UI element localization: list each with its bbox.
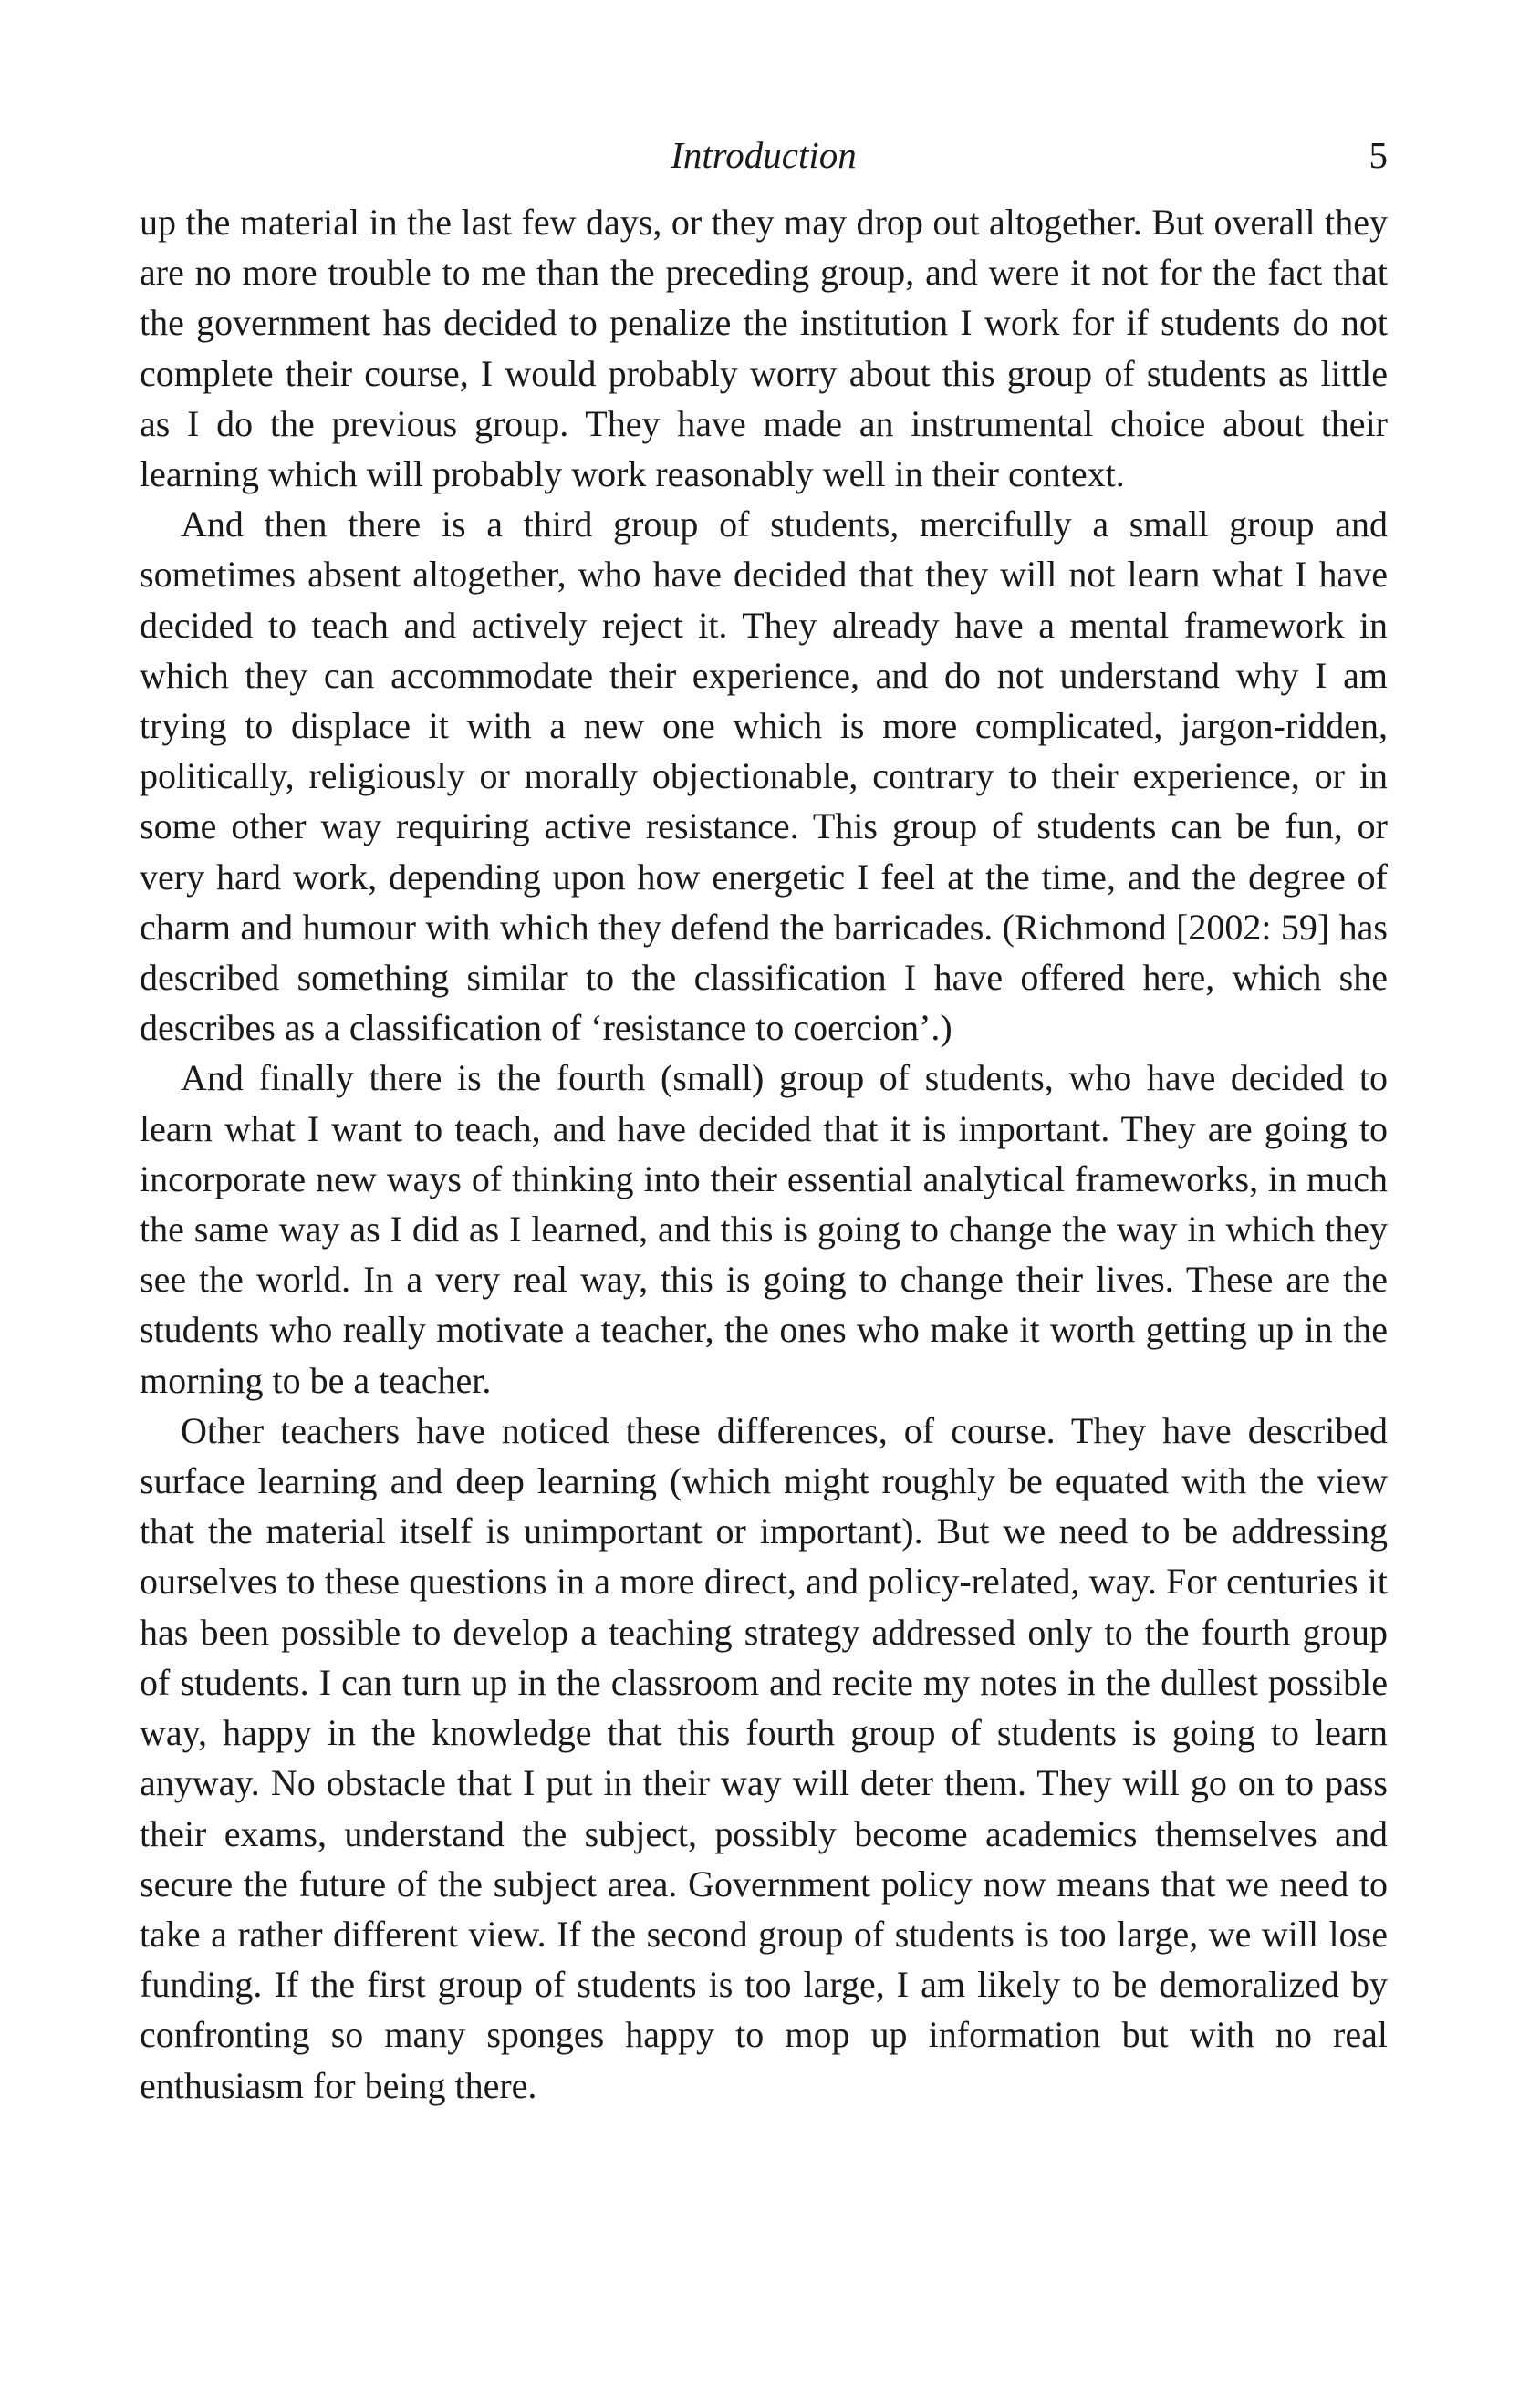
chapter-title: Introduction [671,134,857,176]
running-header [140,128,1388,182]
paragraph-third-group: And then there is a third group of students, mercifully a small group and sometimes absent altogether, who have decided that they will not learn what I have decided to teach and actively reject it. They already have a mental framework in which they can accommodate their experience, and do not understand why I am trying to displace it with a new one which is more complicated, jargon-ridden, politically, religiously or morally objectionable, contrary to their experience, or in some other way requiring active resistance. This group of students can be fun, or very hard work, depending upon how energetic I feel at the time, and the degree of charm and humour with which they defend the barricades. (Richmond [2002: 59] has described something similar to the classification I have offered here, which she describes as a classification of ‘resistance to coercion’.) [140,503,1388,1049]
paragraph-continued: up the material in the last few days, or they may drop out altogether. But overall they are no more trouble to me than the preceding group, and were it not for the fact that the government has decided to penalize the institution I work for if students do not complete their course, I would probably worry about this group of students as little as I do the previous group. They have made an instrumental choice about their learning which will probably work reasonably well in their context. [140,202,1388,495]
paragraph-fourth-group: And finally there is the fourth (small) group of students, who have decided to learn what I want to teach, and have decided that it is important. They are going to incorporate new ways of thinking into their essential analytical frameworks, in much the same way as I did as I learned, and this is going to change the way in which they see the world. In a very real way, this is going to change their lives. These are the students who really motivate a teacher, the ones who make it worth getting up in the morning to be a teacher. [140,1057,1388,1401]
paragraph-other-teachers: Other teachers have noticed these differences, of course. They have described surface learning and deep learning (which might roughly be equated with the view that the material itself is unimportant or important). But we need to be addressing ourselves to these questions in a more direct, and policy-related, way. For centuries it has been possible to develop a teaching strategy addressed only to the fourth group of students. I can turn up in the classroom and recite my notes in the dullest possible way, happy in the knowledge that this fourth group of students is going to learn anyway. No obstacle that I put in their way will deter them. They will go on to pass their exams, understand the subject, possibly become academics themselves and secure the future of the subject area. Government policy now means that we need to take a rather different view. If the second group of students is too large, we will lose funding. If the first group of students is too large, I am likely to be demoralized by confronting so many sponges happy to mop up information but with no real enthusiasm for being there. [140,1409,1388,2106]
body-text [140,197,1388,2111]
book-page [140,128,1388,2111]
page-number: 5 [1369,134,1388,176]
